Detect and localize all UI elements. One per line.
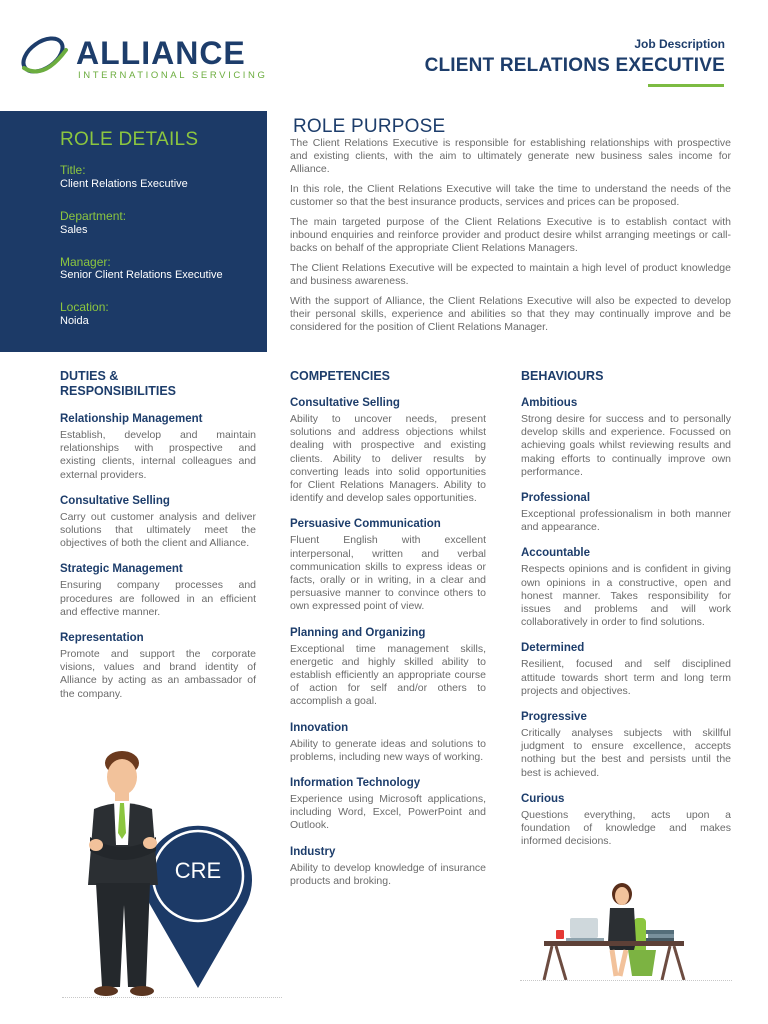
duty-title: Representation	[60, 632, 144, 645]
location-value: Noida	[60, 315, 89, 327]
competency-body: Fluent English with excellent interpersonal, written and verbal communication skills to express ideas or facts, orally or in writing, in a clear and persuasive manner to convince others to own expressed point of view.	[290, 534, 486, 613]
role-details-heading: ROLE DETAILS	[60, 129, 199, 150]
purpose-paragraph: The main targeted purpose of the Client Relations Executive is to establish contact with inbound enquiries and reinforce provider and product desire whilst arranging meetings or call-backs on behalf of the appropriate Client Relations Managers.	[290, 216, 731, 255]
competency-body: Experience using Microsoft applications, including Word, Excel, PowerPoint and Outlook.	[290, 793, 486, 832]
floor-line	[520, 980, 732, 981]
competency-title: Industry	[290, 845, 336, 858]
location-label: Location:	[60, 300, 109, 314]
competencies-heading: COMPETENCIES	[290, 369, 391, 383]
purpose-paragraph: The Client Relations Executive will be expected to maintain a high level of product knowledge and business awareness.	[290, 262, 731, 288]
businessman-illustration-icon	[84, 745, 174, 1000]
competency-title: Planning and Organizing	[290, 626, 426, 639]
brand-name: ALLIANCE	[76, 35, 246, 71]
behaviour-body: Respects opinions and is confident in giving own opinions in a constructive, open and honest manner. Takes responsibility for issues and problems and will work collaboratively in order to find solutions.	[521, 563, 731, 629]
behaviour-body: Questions everything, acts upon a foundation of knowledge and makes informed decisions.	[521, 808, 731, 848]
behaviour-body: Exceptional professionalism in both manner and appearance.	[521, 508, 731, 534]
behaviour-item	[521, 491, 731, 534]
competency-item	[290, 845, 486, 888]
behaviour-title: Curious	[521, 792, 565, 805]
desk-worker-illustration-icon	[536, 880, 686, 980]
competency-body: Ability to generate ideas and solutions to problems, including new ways of working.	[290, 737, 486, 763]
brand-subtitle: INTERNATIONAL SERVICING	[78, 70, 268, 81]
competency-title: Innovation	[290, 721, 349, 734]
duty-item	[60, 562, 256, 619]
duties-heading: DUTIES & RESPONSIBILITIES	[60, 369, 176, 398]
alliance-logo-icon	[16, 28, 74, 80]
duty-body: Establish, develop and maintain relationships with prospective and existing clients, internal colleagues and external providers.	[60, 429, 256, 481]
competency-title: Persuasive Communication	[290, 518, 441, 531]
competency-body: Ability to uncover needs, present solutions and address objections whilst dealing with prospective and existing clients. Ability to deliver results by converting leads into solid opportunities for Client Relations Managers. Ability to identify and develop sales opportunities.	[290, 413, 486, 505]
competency-body: Ability to develop knowledge of insurance products and broking.	[290, 861, 486, 887]
title-label: Title:	[60, 163, 86, 177]
competency-title: Consultative Selling	[290, 397, 400, 409]
competency-item	[290, 517, 486, 613]
behaviour-title: Determined	[521, 642, 585, 655]
duty-body: Promote and support the corporate visions, values and brand identity of Alliance by acting as an ambassador of the company.	[60, 648, 256, 700]
role-badge: CRE	[174, 858, 222, 883]
behaviour-item	[521, 792, 731, 849]
duty-body: Ensuring company processes and procedures are followed in an efficient and effective manner.	[60, 579, 256, 618]
competency-item	[290, 721, 486, 764]
behaviour-title: Ambitious	[521, 397, 578, 409]
duties-column	[60, 369, 256, 713]
competency-item	[290, 396, 486, 505]
duty-item	[60, 412, 256, 482]
competency-item	[290, 626, 486, 709]
purpose-paragraph: In this role, the Client Relations Executive will take the time to understand the needs of the customer so that the best insurance products, services and prices can be proposed.	[290, 183, 731, 209]
document-type: Job Description	[634, 37, 725, 51]
manager-value: Senior Client Relations Executive	[60, 269, 223, 281]
role-purpose-body	[290, 137, 731, 341]
behaviour-body: Resilient, focused and self disciplined attitude towards short term and long term projects and objectives.	[521, 658, 731, 697]
job-title: CLIENT RELATIONS EXECUTIVE	[424, 55, 725, 76]
behaviour-title: Professional	[521, 492, 591, 505]
behaviour-item	[521, 710, 731, 780]
competency-item	[290, 776, 486, 833]
duty-title: Consultative Selling	[60, 494, 170, 507]
duty-item	[60, 631, 256, 701]
behaviour-item	[521, 396, 731, 479]
behaviour-title: Accountable	[521, 547, 591, 560]
behaviour-body: Strong desire for success and to personally develop skills and experience. Focussed on achieving goals whilst reviewing results and making efforts to continually improve own performance.	[521, 413, 731, 478]
behaviour-body: Critically analyses subjects with skillful judgment to ensure excellence, accepts nothing but the best and persists until the best is achieved.	[521, 727, 731, 779]
title-underline	[648, 84, 724, 87]
duty-title: Relationship Management	[60, 413, 203, 425]
purpose-paragraph: With the support of Alliance, the Client Relations Executive will also be expected to develop their personal skills, experience and abilities so that they may continually improve and be considered for the position of Client Relations Manager.	[290, 295, 731, 334]
manager-label: Manager:	[60, 255, 111, 269]
title-value: Client Relations Executive	[60, 178, 188, 190]
role-purpose-heading: ROLE PURPOSE	[293, 116, 446, 137]
behaviour-item	[521, 546, 731, 629]
duty-title: Strategic Management	[60, 563, 183, 576]
purpose-paragraph: The Client Relations Executive is responsible for establishing relationships with prospective and existing clients, with the aim to ultimately generate new business sales income for Alliance.	[290, 137, 731, 176]
behaviours-heading: BEHAVIOURS	[521, 369, 604, 383]
department-value: Sales	[60, 224, 88, 236]
behaviour-title: Progressive	[521, 711, 587, 724]
department-label: Department:	[60, 209, 127, 223]
competency-body: Exceptional time management skills, energetic and highly skilled ability to establish efficiently an appropriate course of action for self and/or others to accomplish a goal.	[290, 642, 486, 708]
behaviour-item	[521, 641, 731, 698]
competencies-column	[290, 369, 486, 900]
duty-body: Carry out customer analysis and deliver solutions that ultimately meet the objectives of both the client and Alliance.	[60, 510, 256, 550]
duty-item	[60, 494, 256, 551]
floor-line	[62, 997, 282, 998]
competency-title: Information Technology	[290, 777, 421, 790]
behaviours-column	[521, 369, 731, 860]
